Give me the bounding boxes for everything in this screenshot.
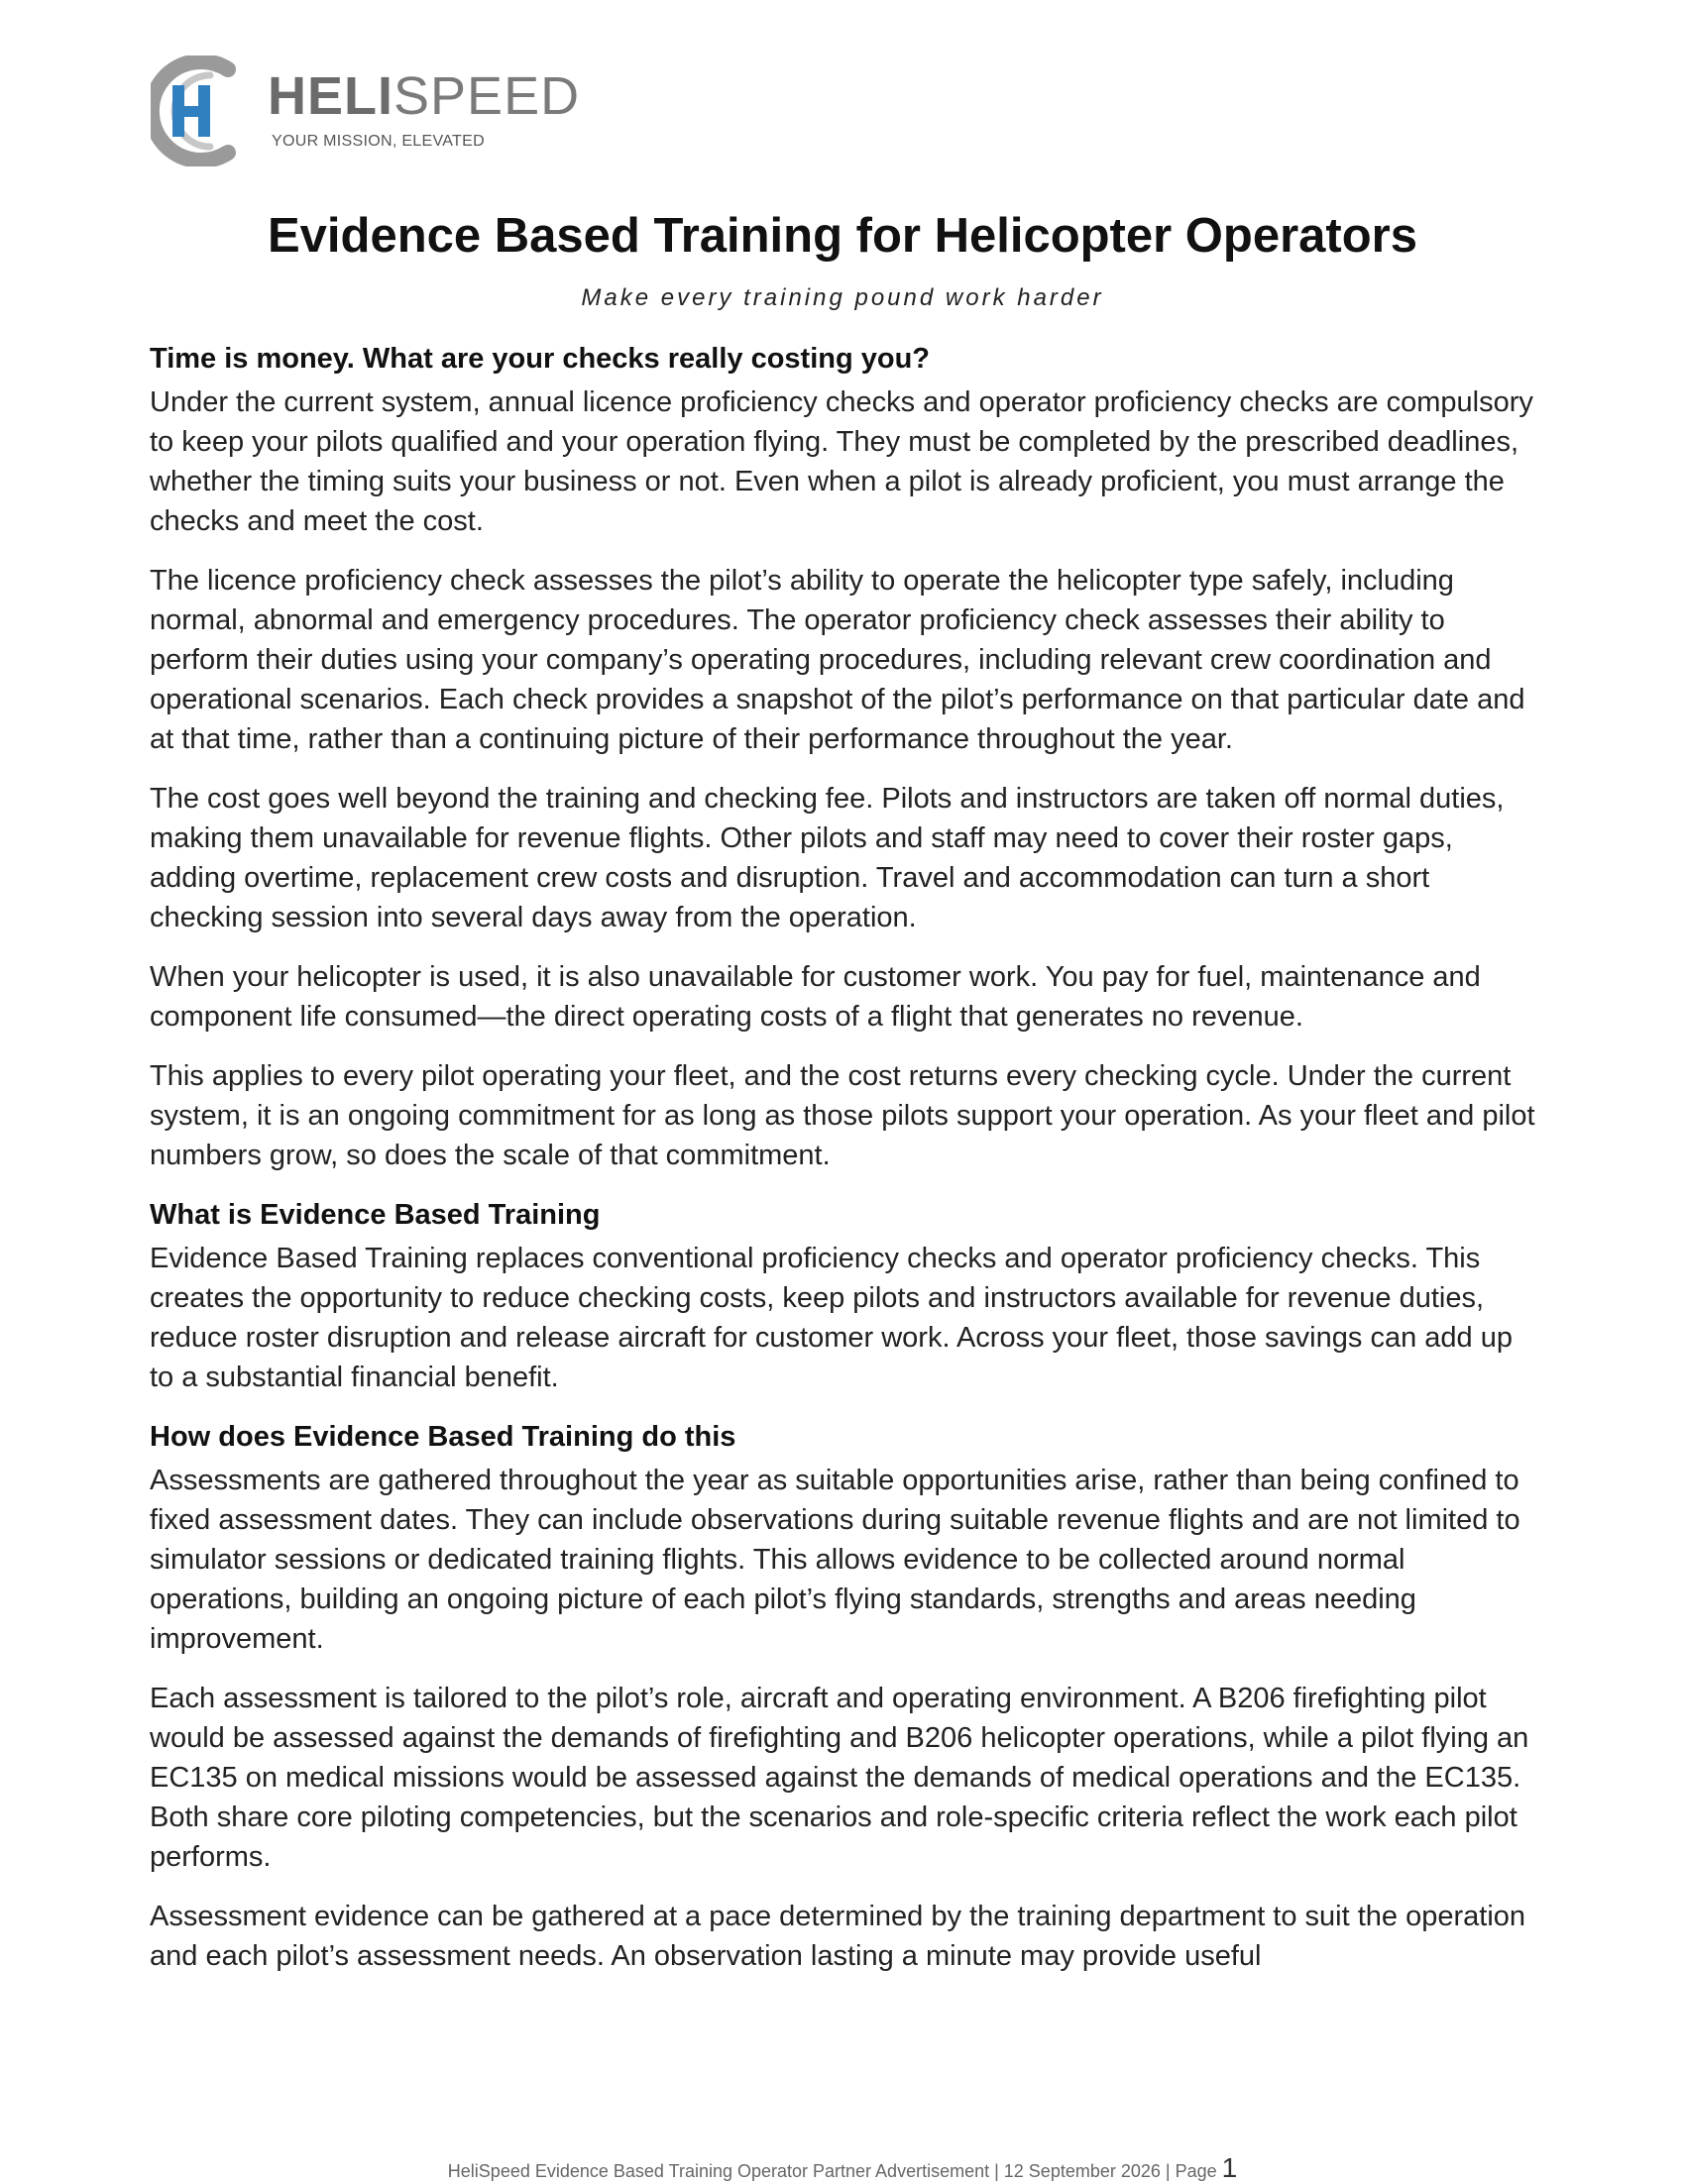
paragraph: Under the current system, annual licence proficiency checks and operator proficiency checks are compulsory to keep your pilots qualified and your operation flying. They must be completed by the prescribed deadlines, whether the timing suits your business or not. Even when a pilot is already proficient, you must arrange the checks and meet the cost. (150, 386, 1533, 537)
document-title: Evidence Based Training for Helicopter Operators (268, 209, 1417, 263)
section-heading: What is Evidence Based Training (150, 1199, 601, 1231)
paragraph: Assessment evidence can be gathered at a pace determined by the training department to suit the operation and each pilot’s assessment needs. An observation lasting a minute may provide useful (150, 1901, 1526, 1972)
logo-tagline: YOUR MISSION, ELEVATED (272, 133, 485, 150)
paragraph: The cost goes well beyond the training and checking fee. Pilots and instructors are taken off normal duties, making them unavailable for revenue flights. Other pilots and staff may need to cover their roster gaps, adding overtime, replacement crew costs and disruption. Travel and accommodation can turn a short checking session into several days away from the operation. (150, 783, 1505, 933)
page-number: 1 (1221, 2152, 1238, 2183)
section-heading: How does Evidence Based Training do this (150, 1421, 736, 1453)
document-body (150, 339, 1537, 1996)
paragraph: Evidence Based Training replaces conventional proficiency checks and operator proficiency checks. This creates the opportunity to reduce checking costs, keep pilots and instructors available for revenue duties, reduce roster disruption and release aircraft for customer work. Across your fleet, those savings can add up to a substantial financial benefit. (150, 1243, 1513, 1393)
footer-text: HeliSpeed Evidence Based Training Operator Partner Advertisement | 12 September 2026 | Page (447, 2161, 1217, 2181)
logo-wordmark: HELISPEED (268, 66, 581, 126)
paragraph: Assessments are gathered throughout the year as suitable opportunities arise, rather than being confined to fixed assessment dates. They can include observations during suitable revenue flights and are not limited to simulator sessions or dedicated training flights. This allows evidence to be collected around normal operations, building an ongoing picture of each pilot’s flying standards, strengths and areas needing improvement. (150, 1465, 1520, 1655)
paragraph: This applies to every pilot operating your fleet, and the cost returns every checking cycle. Under the current system, it is an ongoing commitment for as long as those pilots support your operation. As your fleet and pilot numbers grow, so does the scale of that commitment. (150, 1060, 1535, 1171)
document-subtitle: Make every training pound work harder (581, 284, 1104, 311)
paragraph: Each assessment is tailored to the pilot’s role, aircraft and operating environment. A B206 firefighting pilot would be assessed against the demands of firefighting and B206 helicopter operations, while a pilot flying an EC135 on medical missions would be assessed against the demands of medical operations and the EC135. Both share core piloting competencies, but the scenarios and role-specific criteria reflect the work each pilot performs. (150, 1683, 1529, 1873)
paragraph: The licence proficiency check assesses the pilot’s ability to operate the helicopter type safely, including normal, abnormal and emergency procedures. The operator proficiency check assesses their ability to perform their duties using your company’s operating procedures, including relevant crew coordination and operational scenarios. Each check provides a snapshot of the pilot’s performance on that particular date and at that time, rather than a continuing picture of their performance throughout the year. (150, 565, 1525, 755)
helispeed-logo-icon (151, 55, 242, 166)
page-footer (0, 2152, 1685, 2184)
section-heading: Time is money. What are your checks really costing you? (150, 343, 931, 375)
company-logo (151, 55, 581, 174)
paragraph: When your helicopter is used, it is also unavailable for customer work. You pay for fuel, maintenance and component life consumed—the direct operating costs of a flight that generates no revenue. (150, 961, 1481, 1033)
